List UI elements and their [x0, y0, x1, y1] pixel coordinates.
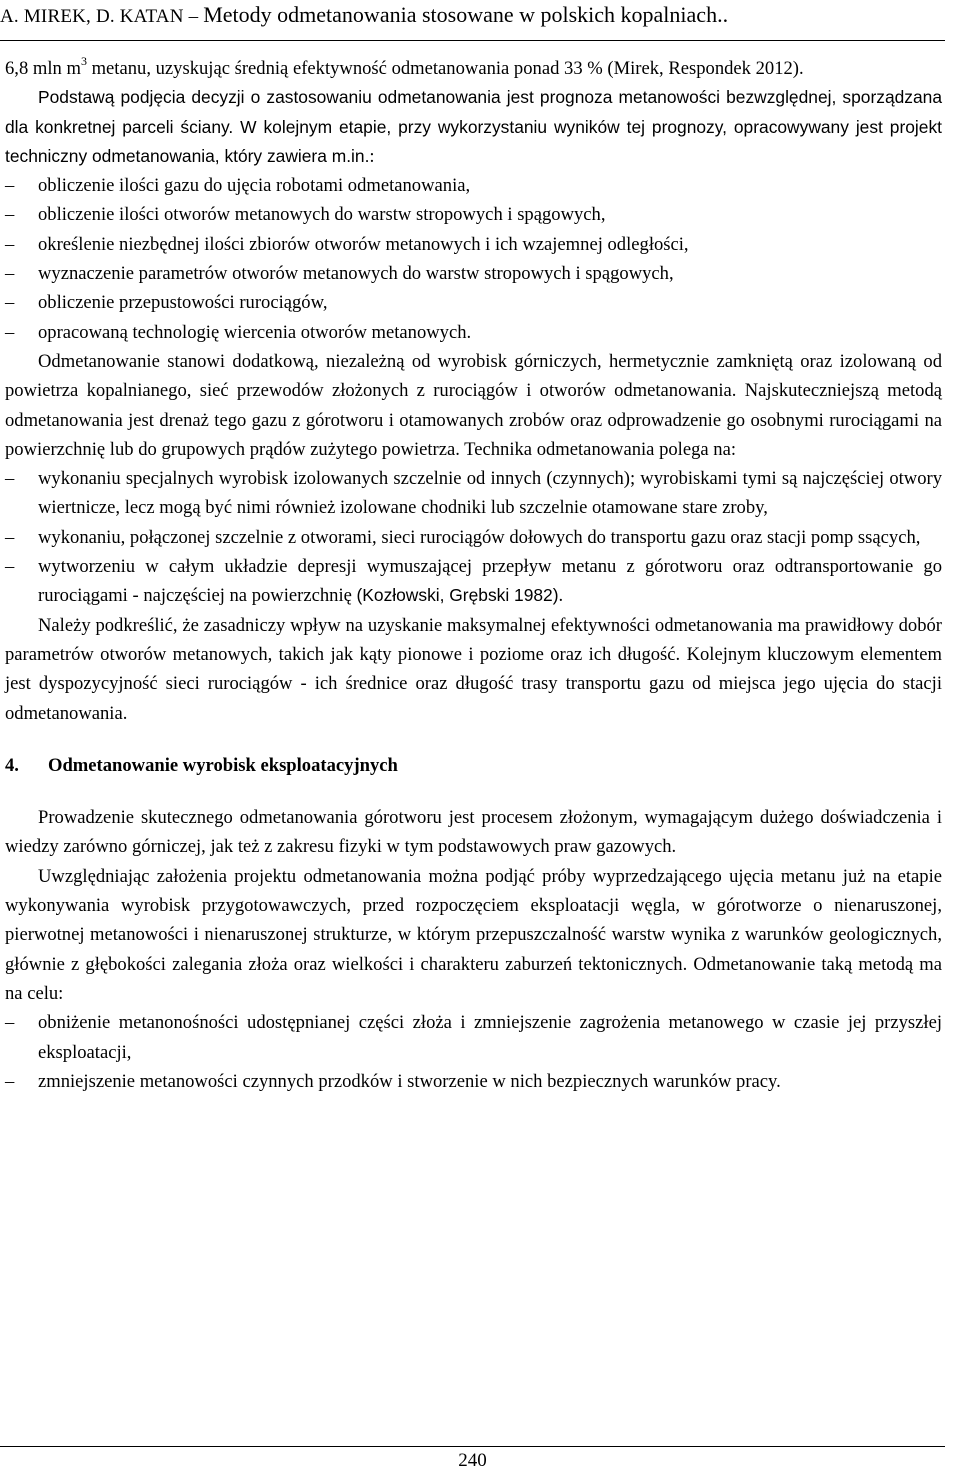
- spacer: [5, 728, 942, 751]
- dash-bullet: –: [5, 1070, 15, 1092]
- list-item-text: zmniejszenie metanowości czynnych przodków i stworzenie w nich bezpiecznych warunków pracy.: [38, 1070, 781, 1092]
- header-title: Metody odmetanowania stosowane w polskich kopalniach..: [203, 2, 729, 27]
- list-item-text: określenie niezbędnej ilości zbiorów otworów metanowych i ich wzajemnej odległości,: [38, 233, 689, 255]
- citation: (Kozłowski, Grębski 1982): [356, 585, 559, 606]
- project-contents-list: [5, 171, 942, 347]
- technique-list: [5, 464, 942, 610]
- list-item-text: obliczenie ilości gazu do ujęcia robotami odmetanowania,: [38, 175, 471, 197]
- section-number: 4.: [5, 754, 19, 776]
- list-item-text: wykonaniu specjalnych wyrobisk izolowanych szczelnie od innych (czynnych); wyrobiskami tymi są najczęściej otwory wiertnicze, lecz mogą być nimi również izolowane chodniki lub szczelnie otamowane stare zroby,: [38, 468, 942, 519]
- list-item-text: obniżenie metanonośności udostępnianej części złoża i zmniejszenie zagrożenia metanowego w czasie jej przyszłej eksploatacji,: [38, 1012, 942, 1063]
- section-heading: [5, 751, 942, 780]
- p1-superscript: 3: [80, 53, 87, 68]
- footer-rule: [0, 1446, 945, 1447]
- list-item-text: opracowaną technologię wiercenia otworów metanowych.: [38, 321, 472, 343]
- goals-list: [5, 1008, 942, 1096]
- paragraph-network: Odmetanowanie stanowi dodatkową, niezależną od wyrobisk górniczych, hermetycznie zamkniętą oraz izolowaną od powietrza kopalnianego, sieć przewodów złożonych z rurociągów i otworów odmetanowania. Najskuteczniejszą metodą odmetanowania jest drenaż tego gazu z górotworu i otamowanych zrobów oraz odprowadzenie go osobnymi rurociągami na powierzchnię lub do grupowych prądów zużytego powietrza. Technika odmetanowania polega na:: [5, 350, 942, 460]
- paragraph-project: [5, 83, 942, 171]
- list-item: [5, 552, 942, 611]
- list-item: [5, 1067, 942, 1096]
- section-title: Odmetanowanie wyrobisk eksploatacyjnych: [48, 754, 398, 776]
- list-item: [5, 318, 942, 347]
- dash-bullet: –: [5, 556, 15, 578]
- p2-serif-text: :: [369, 145, 375, 167]
- list-item-text: wykonaniu, połączonej szczelnie z otworami, sieci rurociągów dołowych do transportu gazu oraz stacji pomp ssących,: [38, 526, 921, 548]
- dash-bullet: –: [5, 526, 15, 548]
- dash-bullet: –: [5, 175, 15, 197]
- p1-text-b: metanu, uzyskując średnią efektywność odmetanowania ponad 33 % (Mirek, Respondek 2012).: [86, 58, 804, 79]
- list-item-text: wytworzeniu w całym układzie depresji wymuszającej przepływ metanu z górotworu oraz odtransportowanie go rurociągami - najczęściej na powierzchnię: [38, 556, 942, 607]
- list-item: [5, 230, 942, 259]
- list-item-text: wyznaczenie parametrów otworów metanowych do warstw stropowych i spągowych,: [38, 263, 674, 285]
- list-item: [5, 200, 942, 229]
- dash-bullet: –: [5, 204, 15, 226]
- running-header: [0, 0, 945, 41]
- dash-bullet: –: [5, 233, 15, 255]
- list-item: [5, 464, 942, 523]
- list-item: [5, 171, 942, 200]
- dash-bullet: –: [5, 321, 15, 343]
- dash-bullet: –: [5, 1012, 15, 1034]
- p1-text-a: 6,8 mln m: [5, 58, 81, 79]
- list-item: [5, 1008, 942, 1067]
- header-authors: A. MIREK, D. KATAN –: [0, 6, 204, 27]
- dash-bullet: –: [5, 263, 15, 285]
- list-item: [5, 288, 942, 317]
- p2-sans-text: Podstawą podjęcia decyzji o zastosowaniu odmetanowania jest prognoza metanowości bezwzględnej, sporządzana dla konkretnej parceli ściany. W kolejnym etapie, przy wykorzystaniu wyników tej prognozy, opracowywany jest projekt techniczny odmetanowania, który zawiera m.in.: [5, 87, 942, 166]
- list-item-end: .: [558, 585, 564, 607]
- paragraph-continuation: [5, 54, 942, 83]
- paragraph-intro: Prowadzenie skutecznego odmetanowania górotworu jest procesem złożonym, wymagającym dużego doświadczenia i wiedzy zarówno górniczej, jak też z zakresu fizyki w tym podstawowych praw gazowych.: [5, 807, 942, 858]
- list-item-text: obliczenie przepustowości rurociągów,: [38, 292, 328, 314]
- list-item: [5, 523, 942, 552]
- page-body: [5, 54, 942, 1096]
- paragraph-preliminary: Uwzględniając założenia projektu odmetanowania można podjąć próby wyprzedzającego ujęcia metanu już na etapie wykonywania wyrobisk przygotowawczych, przed rozpoczęciem eksploatacji węgla, w górotworze o nienaruszonej, pierwotnej metanowości i nienaruszonej strukturze, w którym przepuszczalność warstw wynika z warunków geologicznych, głównie z głębokości zalegania złoża oraz wielkości i charakteru zaburzeń tektonicznych. Odmetanowanie taką metodą ma na celu:: [5, 865, 942, 1004]
- paragraph-parameters: Należy podkreślić, że zasadniczy wpływ na uzyskanie maksymalnej efektywności odmetanowania ma prawidłowy dobór parametrów otworów metanowych, takich jak kąty pionowe i poziome oraz ich długość. Kolejnym kluczowym elementem jest dyspozycyjność sieci rurociągów - ich średnice oraz długość trasy transportu gazu od miejsca jego ujęcia do stacji odmetanowania.: [5, 614, 942, 724]
- dash-bullet: –: [5, 468, 15, 490]
- dash-bullet: –: [5, 292, 15, 314]
- spacer: [5, 780, 942, 803]
- page-number: 240: [458, 1450, 487, 1471]
- list-item-text: obliczenie ilości otworów metanowych do warstw stropowych i spągowych,: [38, 204, 606, 226]
- list-item: [5, 259, 942, 288]
